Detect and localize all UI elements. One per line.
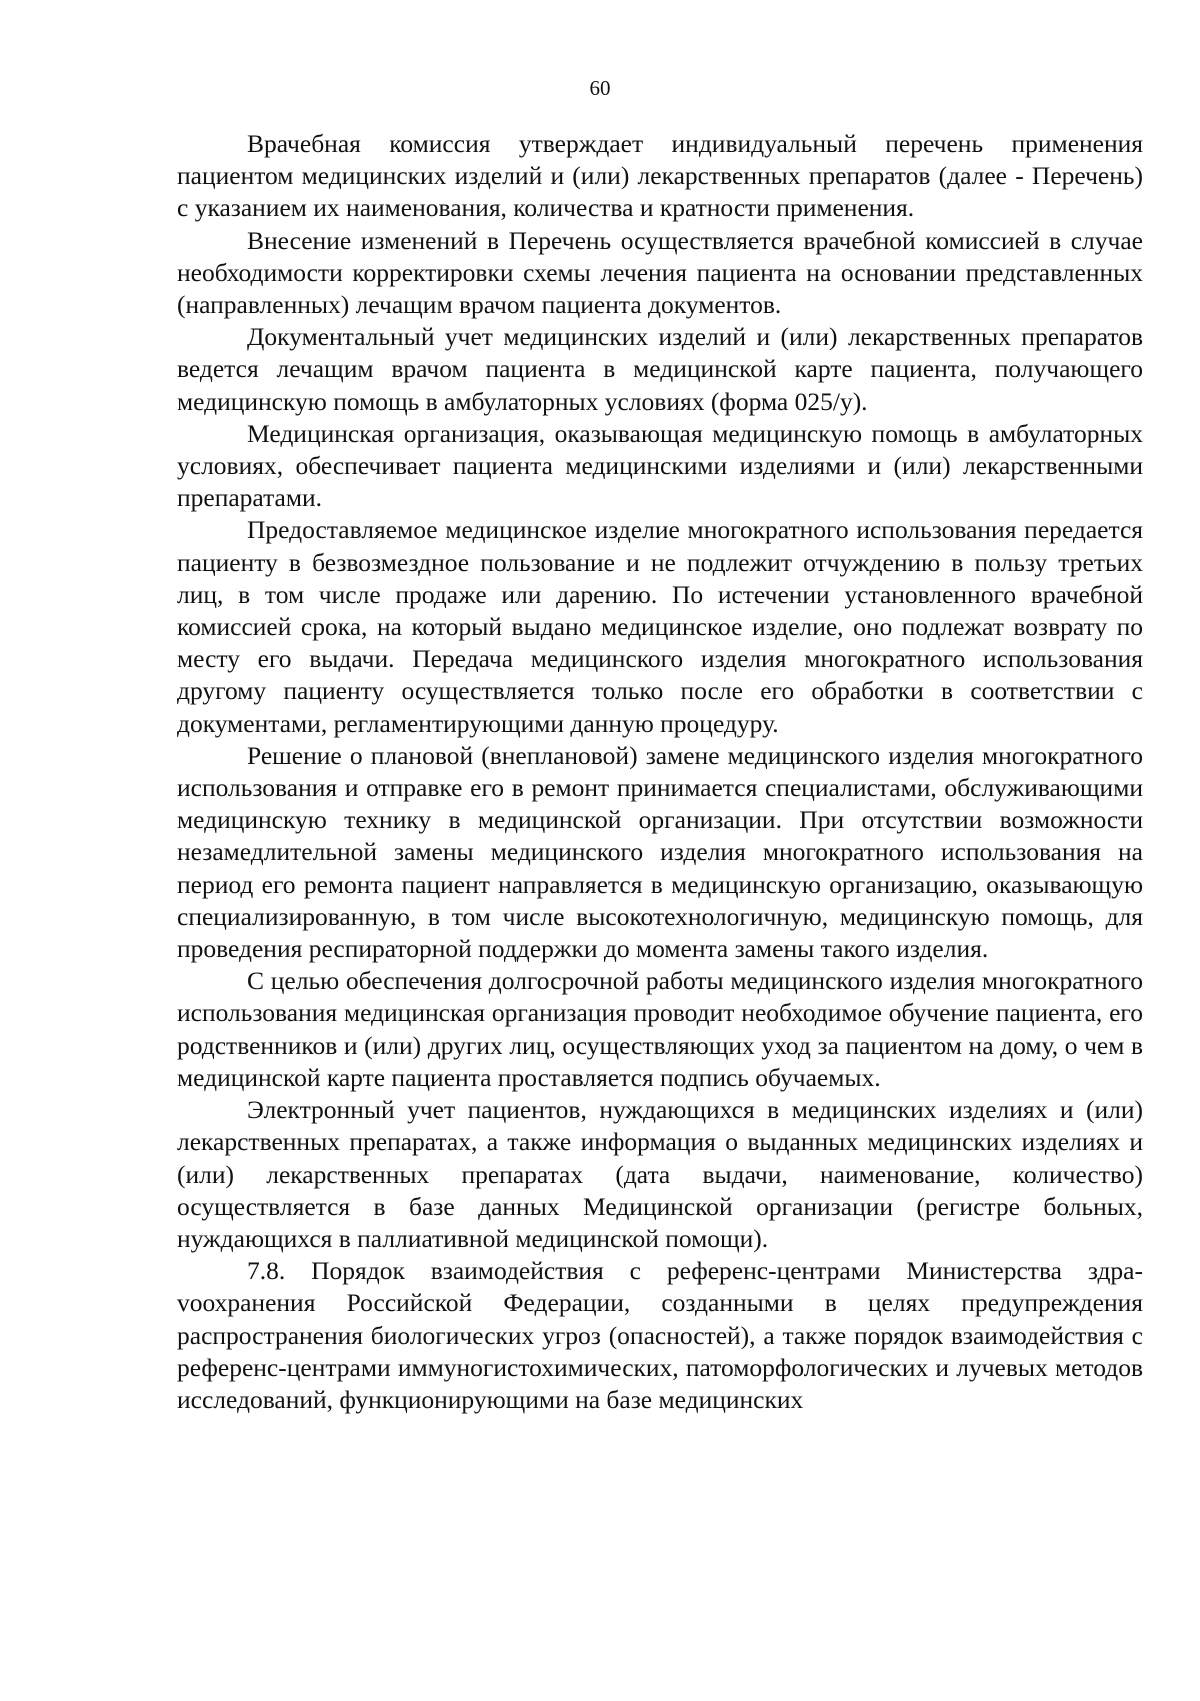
paragraph: Предоставляемое медицинское изделие многократного использования передается пациенту в безвозмездное пользование и не подлежит отчуждению в пользу третьих лиц, в том числе продаже или дарению. По истечении установленного врачебной комиссией срока, на который выдано медицинское изделие, оно подлежат возврату по месту его выдачи. Передача медицинского изделия многократного использования другому пациенту осуществляется только после его обработки в соответствии с документами, регламентирующими данную процедуру.: [177, 515, 1143, 738]
page-number: 60: [589, 76, 611, 100]
section-7-8-paragraph: 7.8. Порядок взаимодействия с референс-центрами Министерства здраvоохранения Российской Федерации, созданными в целях предупреждения распространения биологических угроз (опасностей), а также порядок взаимодействия с референс-центрами иммуногистохимических, патоморфологических и лучевых методов исследований, функционирующими на базе медицинских: [177, 1256, 1143, 1414]
document-body: [177, 128, 1143, 1416]
paragraph: Врачебная комиссия утверждает индивидуальный перечень применения пациентом медицинских изделий и (или) лекарственных препаратов (далее - Перечень) с указанием их наименования, количества и кратности применения.: [177, 129, 1143, 223]
paragraph: Внесение изменений в Перечень осуществляется врачебной комиссией в случае необходимости корректировки схемы лечения пациента на основании представленных (направленных) лечащим врачом пациента документов.: [177, 225, 1143, 320]
paragraph: С целью обеспечения долгосрочной работы медицинского изделия многократного использования медицинская организация проводит необходимое обучение пациента, его родственников и (или) других лиц, осуществляющих уход за пациентом на дому, о чем в медицинской карте пациента проставляется подпись обучаемых.: [177, 966, 1143, 1092]
paragraph: Документальный учет медицинских изделий и (или) лекарственных препаратов ведется лечащим врачом пациента в медицинской карте пациента, получающего медицинскую помощь в амбулаторных условиях (форма 025/у).: [177, 322, 1143, 416]
paragraph: Электронный учет пациентов, нуждающихся в медицинских изделиях и (или) лекарственных препаратах, а также информация о выданных медицинских изделиях и (или) лекарственных препаратах (дата выдачи, наименование, количество) осуществляется в базе данных Медицинской организации (регистре больных, нуждающихся в паллиативной медицинской помощи).: [177, 1095, 1143, 1253]
paragraph: Решение о плановой (внеплановой) замене медицинского изделия многократного использования и отправке его в ремонт принимается специалистами, обслуживающими медицинскую технику в медицинской организации. При отсутствии возможности незамедлительной замены медицинского изделия многократного использования на период его ремонта пациент направляется в медицинскую организацию, оказывающую специализированную, в том числе высокотехнологичную, медицинскую помощь, для проведения респираторной поддержки до момента замены такого изделия.: [177, 740, 1143, 964]
paragraph: Медицинская организация, оказывающая медицинскую помощь в амбулаторных условиях, обеспечивает пациента медицинскими изделиями и (или) лекарственными препаратами.: [177, 418, 1143, 513]
